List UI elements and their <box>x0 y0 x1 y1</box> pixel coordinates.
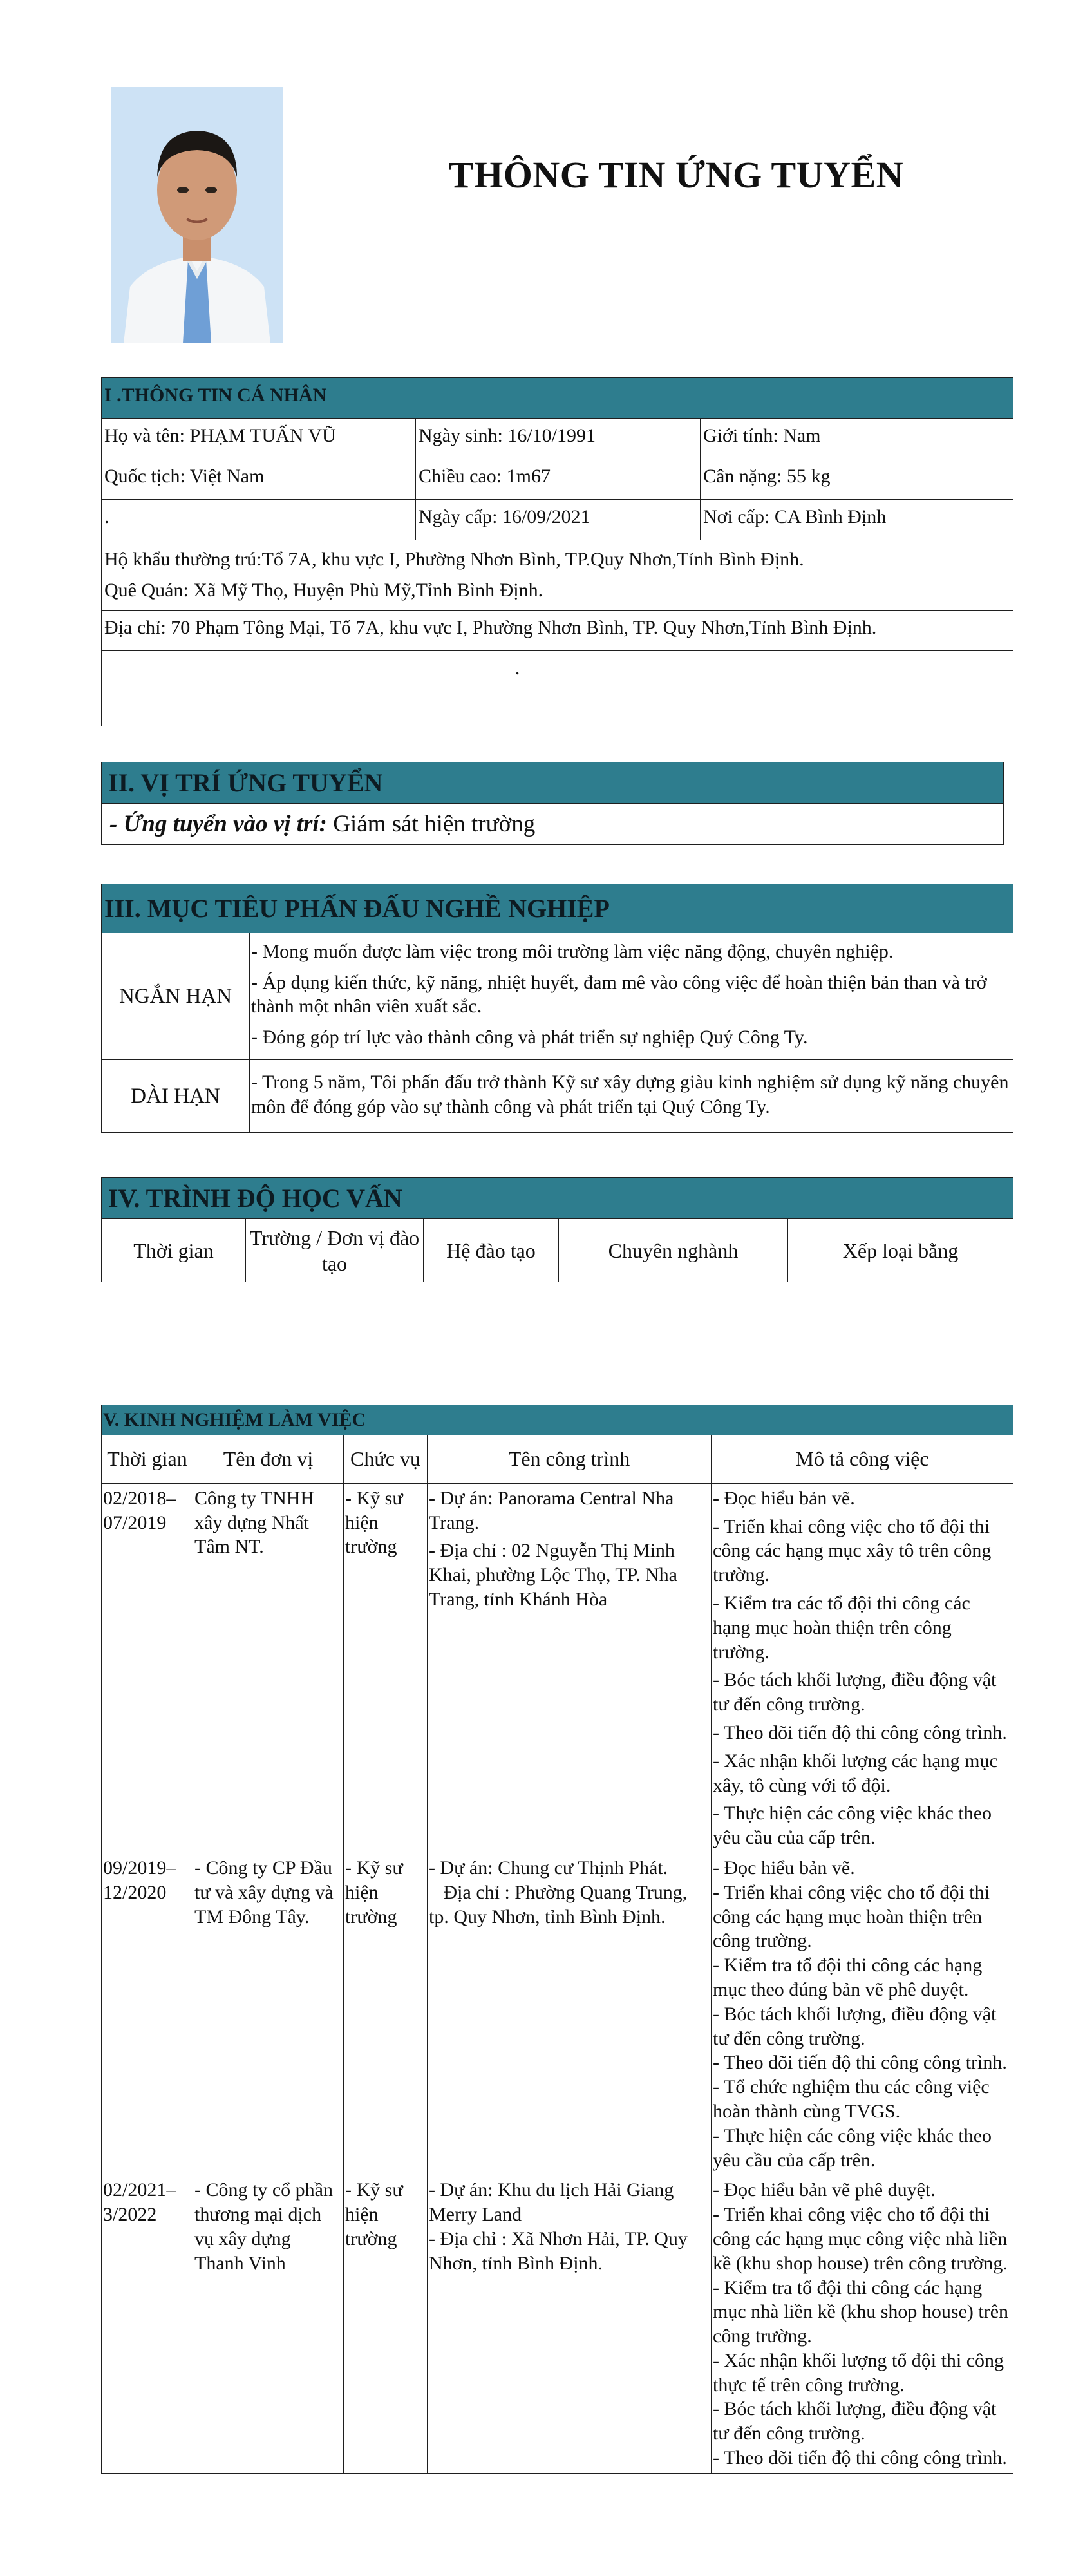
residence-block <box>102 540 1013 611</box>
short-term-item: - Đóng góp trí lực vào thành công và phát triển sự nghiệp Quý Công Ty. <box>251 1026 808 1048</box>
period: 09/2019– 12/2020 <box>102 1853 193 2175</box>
long-term-label: DÀI HẠN <box>102 1060 250 1133</box>
tasks <box>712 1853 1013 2175</box>
issue-place: Nơi cấp: CA Bình Định <box>701 500 1013 540</box>
id-number: . <box>102 500 416 540</box>
full-name: Họ và tên: PHẠM TUẤN VŨ <box>102 419 416 459</box>
tasks <box>712 2175 1013 2474</box>
position-value: Giám sát hiện trường <box>327 811 536 837</box>
education-col-time: Thời gian <box>102 1219 246 1283</box>
project-line: - Địa chỉ : Xã Nhơn Hải, TP. Quy Nhơn, tỉnh Bình Định. <box>429 2228 688 2274</box>
role: - Kỹ sư hiện trường <box>344 1853 428 2175</box>
task-line: - Tổ chức nghiệm thu các công việc hoàn thành cùng TVGS. <box>713 2076 990 2122</box>
blank-row <box>102 651 1013 726</box>
experience-col-role: Chức vụ <box>344 1435 428 1483</box>
task-line: - Triển khai công việc cho tổ đội thi công các hạng mục hoàn thiện trên công trường. <box>713 1881 990 1952</box>
position-row <box>102 804 1004 845</box>
experience-col-time: Thời gian <box>102 1435 193 1483</box>
position-table <box>101 762 1004 845</box>
experience-heading: V. KINH NGHIỆM LÀM VIỆC <box>102 1405 1013 1435</box>
task-line: - Bóc tách khối lượng, điều động vật tư đến công trường. <box>713 2003 997 2049</box>
long-term-item: - Trong 5 năm, Tôi phấn đấu trở thành Kỹ sư xây dựng giàu kinh nghiệm sử dụng kỹ năng chuyên môn để đóng góp vào sự thành công và phát triển tại Quý Công Ty. <box>251 1072 1009 1117</box>
task-line: - Theo dõi tiến độ thi công công trình. <box>713 2447 1007 2469</box>
task-line: - Kiểm tra tổ đội thi công các hạng mục nhà liền kề (khu shop house) trên công trường. <box>713 2277 1009 2347</box>
education-table <box>101 1177 1013 1282</box>
task-line: - Bóc tách khối lượng, điều động vật tư đến công trường. <box>713 1669 997 1716</box>
education-col-type: Hệ đào tạo <box>424 1219 559 1283</box>
project-line: - Dự án: Khu du lịch Hải Giang Merry Land <box>429 2179 674 2226</box>
experience-col-project: Tên công trình <box>428 1435 712 1483</box>
long-term-goals <box>250 1060 1013 1133</box>
project-line: - Dự án: Panorama Central Nha Trang. <box>429 1487 674 1533</box>
education-heading: IV. TRÌNH ĐỘ HỌC VẤN <box>102 1178 1013 1219</box>
task-line: - Đọc hiểu bản vẽ. <box>713 1487 855 1509</box>
project <box>428 2175 712 2474</box>
nationality: Quốc tịch: Việt Nam <box>102 459 416 500</box>
task-line: - Kiểm tra tổ đội thi công các hạng mục theo đúng bản vẽ phê duyệt. <box>713 1955 983 2000</box>
position-label: - Ứng tuyển vào vị trí: <box>109 811 328 837</box>
period: 02/2018– 07/2019 <box>102 1483 193 1853</box>
height: Chiều cao: 1m67 <box>416 459 701 500</box>
experience-col-company: Tên đơn vị <box>193 1435 344 1483</box>
task-line: - Đọc hiểu bản vẽ phê duyệt. <box>713 2179 936 2201</box>
hometown: Quê Quán: Xã Mỹ Thọ, Huyện Phù Mỹ,Tỉnh Bình Định. <box>104 580 543 601</box>
issue-date: Ngày cấp: 16/09/2021 <box>416 500 701 540</box>
company: - Công ty CP Đầu tư và xây dựng và TM Đông Tây. <box>193 1853 344 2175</box>
education-col-major: Chuyên nghành <box>559 1219 788 1283</box>
education-col-rank: Xếp loại bằng <box>788 1219 1013 1283</box>
role: - Kỹ sư hiện trường <box>344 1483 428 1853</box>
experience-table <box>101 1405 1013 2474</box>
project <box>428 1483 712 1853</box>
tasks <box>712 1483 1013 1853</box>
company: - Công ty cổ phần thương mại dịch vụ xây dựng Thanh Vinh <box>193 2175 344 2474</box>
task-line: - Triển khai công việc cho tổ đội thi công các hạng mục xây tô trên công trường. <box>713 1515 992 1586</box>
role: - Kỹ sư hiện trường <box>344 2175 428 2474</box>
task-line: - Xác nhận khối lượng tổ đội thi công thực tế trên công trường. <box>713 2349 1004 2396</box>
project-line: - Dự án: Chung cư Thịnh Phát. <box>429 1857 668 1879</box>
table-row <box>102 2175 1013 2474</box>
task-line: - Thực hiện các công việc khác theo yêu cầu của cấp trên. <box>713 2125 992 2171</box>
task-line: - Theo dõi tiến độ thi công công trình. <box>713 1721 1007 1743</box>
task-line: - Thực hiện các công việc khác theo yêu cầu của cấp trên. <box>713 1803 992 1849</box>
short-term-goals <box>250 933 1013 1060</box>
date-of-birth: Ngày sinh: 16/10/1991 <box>416 419 701 459</box>
blank-dot: . <box>514 658 520 679</box>
experience-col-tasks: Mô tả công việc <box>712 1435 1013 1483</box>
table-row <box>102 1483 1013 1853</box>
profile-photo <box>111 87 283 343</box>
project <box>428 1853 712 2175</box>
short-term-item: - Áp dụng kiến thức, kỹ năng, nhiệt huyết, đam mê vào công việc để hoàn thiện bản than và trở thành một nhân viên xuất sắc. <box>251 971 987 1017</box>
page-title: THÔNG TIN ỨNG TUYỂN <box>448 154 904 196</box>
gender: Giới tính: Nam <box>701 419 1013 459</box>
project-line: - Địa chỉ : 02 Nguyễn Thị Minh Khai, phường Lộc Thọ, TP. Nha Trang, tỉnh Khánh Hòa <box>429 1540 677 1610</box>
permanent-residence: Hộ khẩu thường trú:Tổ 7A, khu vực I, Phường Nhơn Bình, TP.Quy Nhơn,Tỉnh Bình Định. <box>104 549 804 570</box>
period: 02/2021– 3/2022 <box>102 2175 193 2474</box>
short-term-label: NGẮN HẠN <box>102 933 250 1060</box>
task-line: - Bóc tách khối lượng, điều động vật tư đến công trường. <box>713 2398 997 2445</box>
short-term-item: - Mong muốn được làm việc trong môi trường làm việc năng động, chuyên nghiệp. <box>251 941 894 962</box>
task-line: - Kiểm tra các tổ đội thi công các hạng mục hoàn thiện trên công trường. <box>713 1592 970 1663</box>
career-goals-table <box>101 884 1013 1133</box>
task-line: - Đọc hiểu bản vẽ. <box>713 1857 855 1879</box>
personal-info-table <box>101 377 1013 726</box>
education-col-school: Trường / Đơn vị đào tạo <box>246 1219 424 1283</box>
position-heading: II. VỊ TRÍ ỨNG TUYỂN <box>102 762 1004 804</box>
task-line: - Triển khai công việc cho tổ đội thi công các hạng mục công việc nhà liền kề (khu shop house) trên công trường. <box>713 2204 1008 2274</box>
weight: Cân nặng: 55 kg <box>701 459 1013 500</box>
task-line: - Xác nhận khối lượng các hạng mục xây, tô cùng với tổ đội. <box>713 1750 998 1796</box>
company: Công ty TNHH xây dựng Nhất Tâm NT. <box>193 1483 344 1853</box>
address: Địa chỉ: 70 Phạm Tông Mại, Tổ 7A, khu vực I, Phường Nhơn Bình, TP. Quy Nhơn,Tỉnh Bình Định. <box>102 611 1013 651</box>
personal-info-heading: I .THÔNG TIN CÁ NHÂN <box>102 378 1013 419</box>
task-line: - Theo dõi tiến độ thi công công trình. <box>713 2052 1007 2074</box>
table-row <box>102 1853 1013 2175</box>
career-goals-heading: III. MỤC TIÊU PHẤN ĐẤU NGHỀ NGHIỆP <box>102 884 1013 933</box>
portrait-image <box>111 87 283 343</box>
project-line: Địa chỉ : Phường Quang Trung, tp. Quy Nhơn, tỉnh Bình Định. <box>429 1881 692 1927</box>
